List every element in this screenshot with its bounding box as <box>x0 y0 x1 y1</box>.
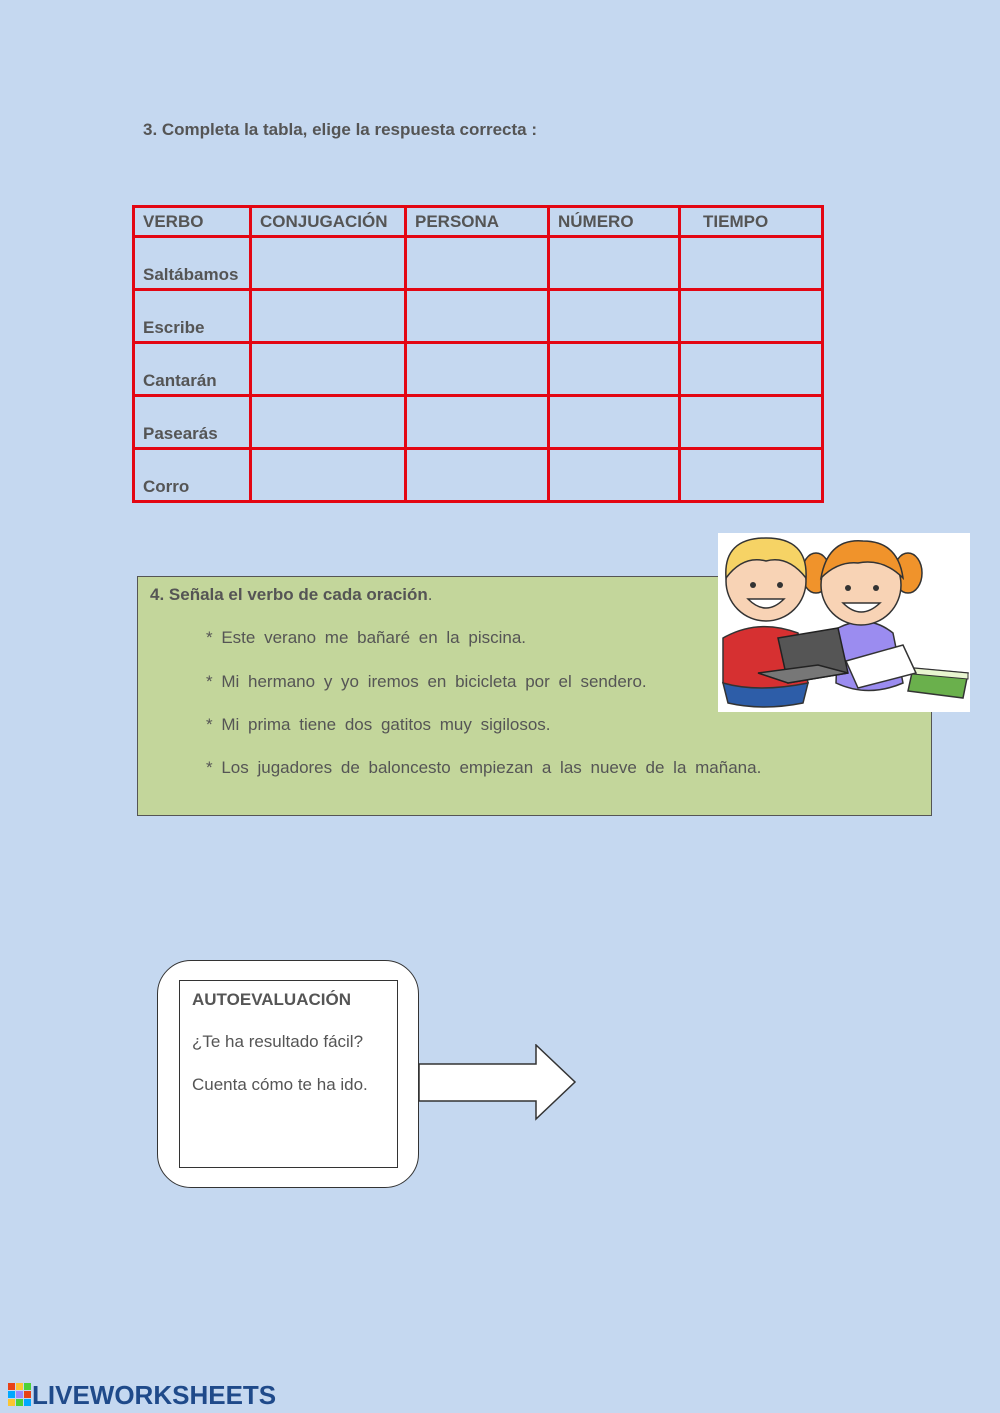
verb-cell: Escribe <box>134 290 251 343</box>
children-with-laptop-illustration <box>718 533 970 712</box>
answer-cell-conjugacion[interactable] <box>251 290 406 343</box>
exercise-4-title-period: . <box>427 585 433 604</box>
answer-cell-tiempo[interactable] <box>680 396 823 449</box>
self-evaluation-panel <box>179 980 398 1168</box>
right-arrow-icon <box>418 1044 578 1122</box>
verb-cell: Saltábamos <box>134 237 251 290</box>
sentence-3[interactable]: * Mi prima tiene dos gatitos muy sigilosos. <box>206 715 551 734</box>
answer-cell-numero[interactable] <box>549 237 680 290</box>
header-verbo: VERBO <box>134 207 251 237</box>
answer-cell-numero[interactable] <box>549 290 680 343</box>
answer-cell-numero[interactable] <box>549 449 680 502</box>
sentence-4[interactable]: * Los jugadores de baloncesto empiezan a las nueve de la mañana. <box>206 758 762 777</box>
answer-cell-tiempo[interactable] <box>680 343 823 396</box>
verb-table <box>132 205 824 503</box>
exercise-4-title <box>150 585 433 605</box>
liveworksheets-logo-text: LIVEWORKSHEETS <box>32 1380 277 1410</box>
self-evaluation-box <box>157 960 419 1188</box>
answer-cell-tiempo[interactable] <box>680 290 823 343</box>
answer-cell-tiempo[interactable] <box>680 449 823 502</box>
answer-cell-numero[interactable] <box>549 396 680 449</box>
sentence-2[interactable]: * Mi hermano y yo iremos en bicicleta por el sendero. <box>206 672 647 691</box>
exercise-3-title: 3. Completa la tabla, elige la respuesta correcta : <box>143 120 537 139</box>
self-evaluation-prompt: Cuenta cómo te ha ido. <box>192 1075 368 1094</box>
self-evaluation-question: ¿Te ha resultado fácil? <box>192 1032 364 1051</box>
self-evaluation-title: AUTOEVALUACIÓN <box>192 990 351 1009</box>
answer-cell-conjugacion[interactable] <box>251 449 406 502</box>
table-row <box>134 449 823 502</box>
liveworksheets-logo-icon <box>8 1383 32 1407</box>
table-row <box>134 290 823 343</box>
verb-cell: Cantarán <box>134 343 251 396</box>
answer-cell-persona[interactable] <box>406 396 549 449</box>
answer-cell-tiempo[interactable] <box>680 237 823 290</box>
header-numero: NÚMERO <box>549 207 680 237</box>
table-header-row <box>134 207 823 237</box>
header-tiempo: TIEMPO <box>680 207 823 237</box>
answer-cell-persona[interactable] <box>406 290 549 343</box>
table-row <box>134 396 823 449</box>
answer-cell-conjugacion[interactable] <box>251 343 406 396</box>
liveworksheets-logo <box>8 1382 276 1408</box>
header-persona: PERSONA <box>406 207 549 237</box>
verb-cell: Corro <box>134 449 251 502</box>
answer-cell-conjugacion[interactable] <box>251 396 406 449</box>
exercise-4-title-text: 4. Señala el verbo de cada oración <box>150 585 428 604</box>
answer-cell-persona[interactable] <box>406 237 549 290</box>
answer-cell-persona[interactable] <box>406 343 549 396</box>
answer-cell-persona[interactable] <box>406 449 549 502</box>
verb-cell: Pasearás <box>134 396 251 449</box>
header-conjugacion: CONJUGACIÓN <box>251 207 406 237</box>
sentence-1[interactable]: * Este verano me bañaré en la piscina. <box>206 628 527 647</box>
answer-cell-conjugacion[interactable] <box>251 237 406 290</box>
answer-cell-numero[interactable] <box>549 343 680 396</box>
table-row <box>134 237 823 290</box>
table-row <box>134 343 823 396</box>
